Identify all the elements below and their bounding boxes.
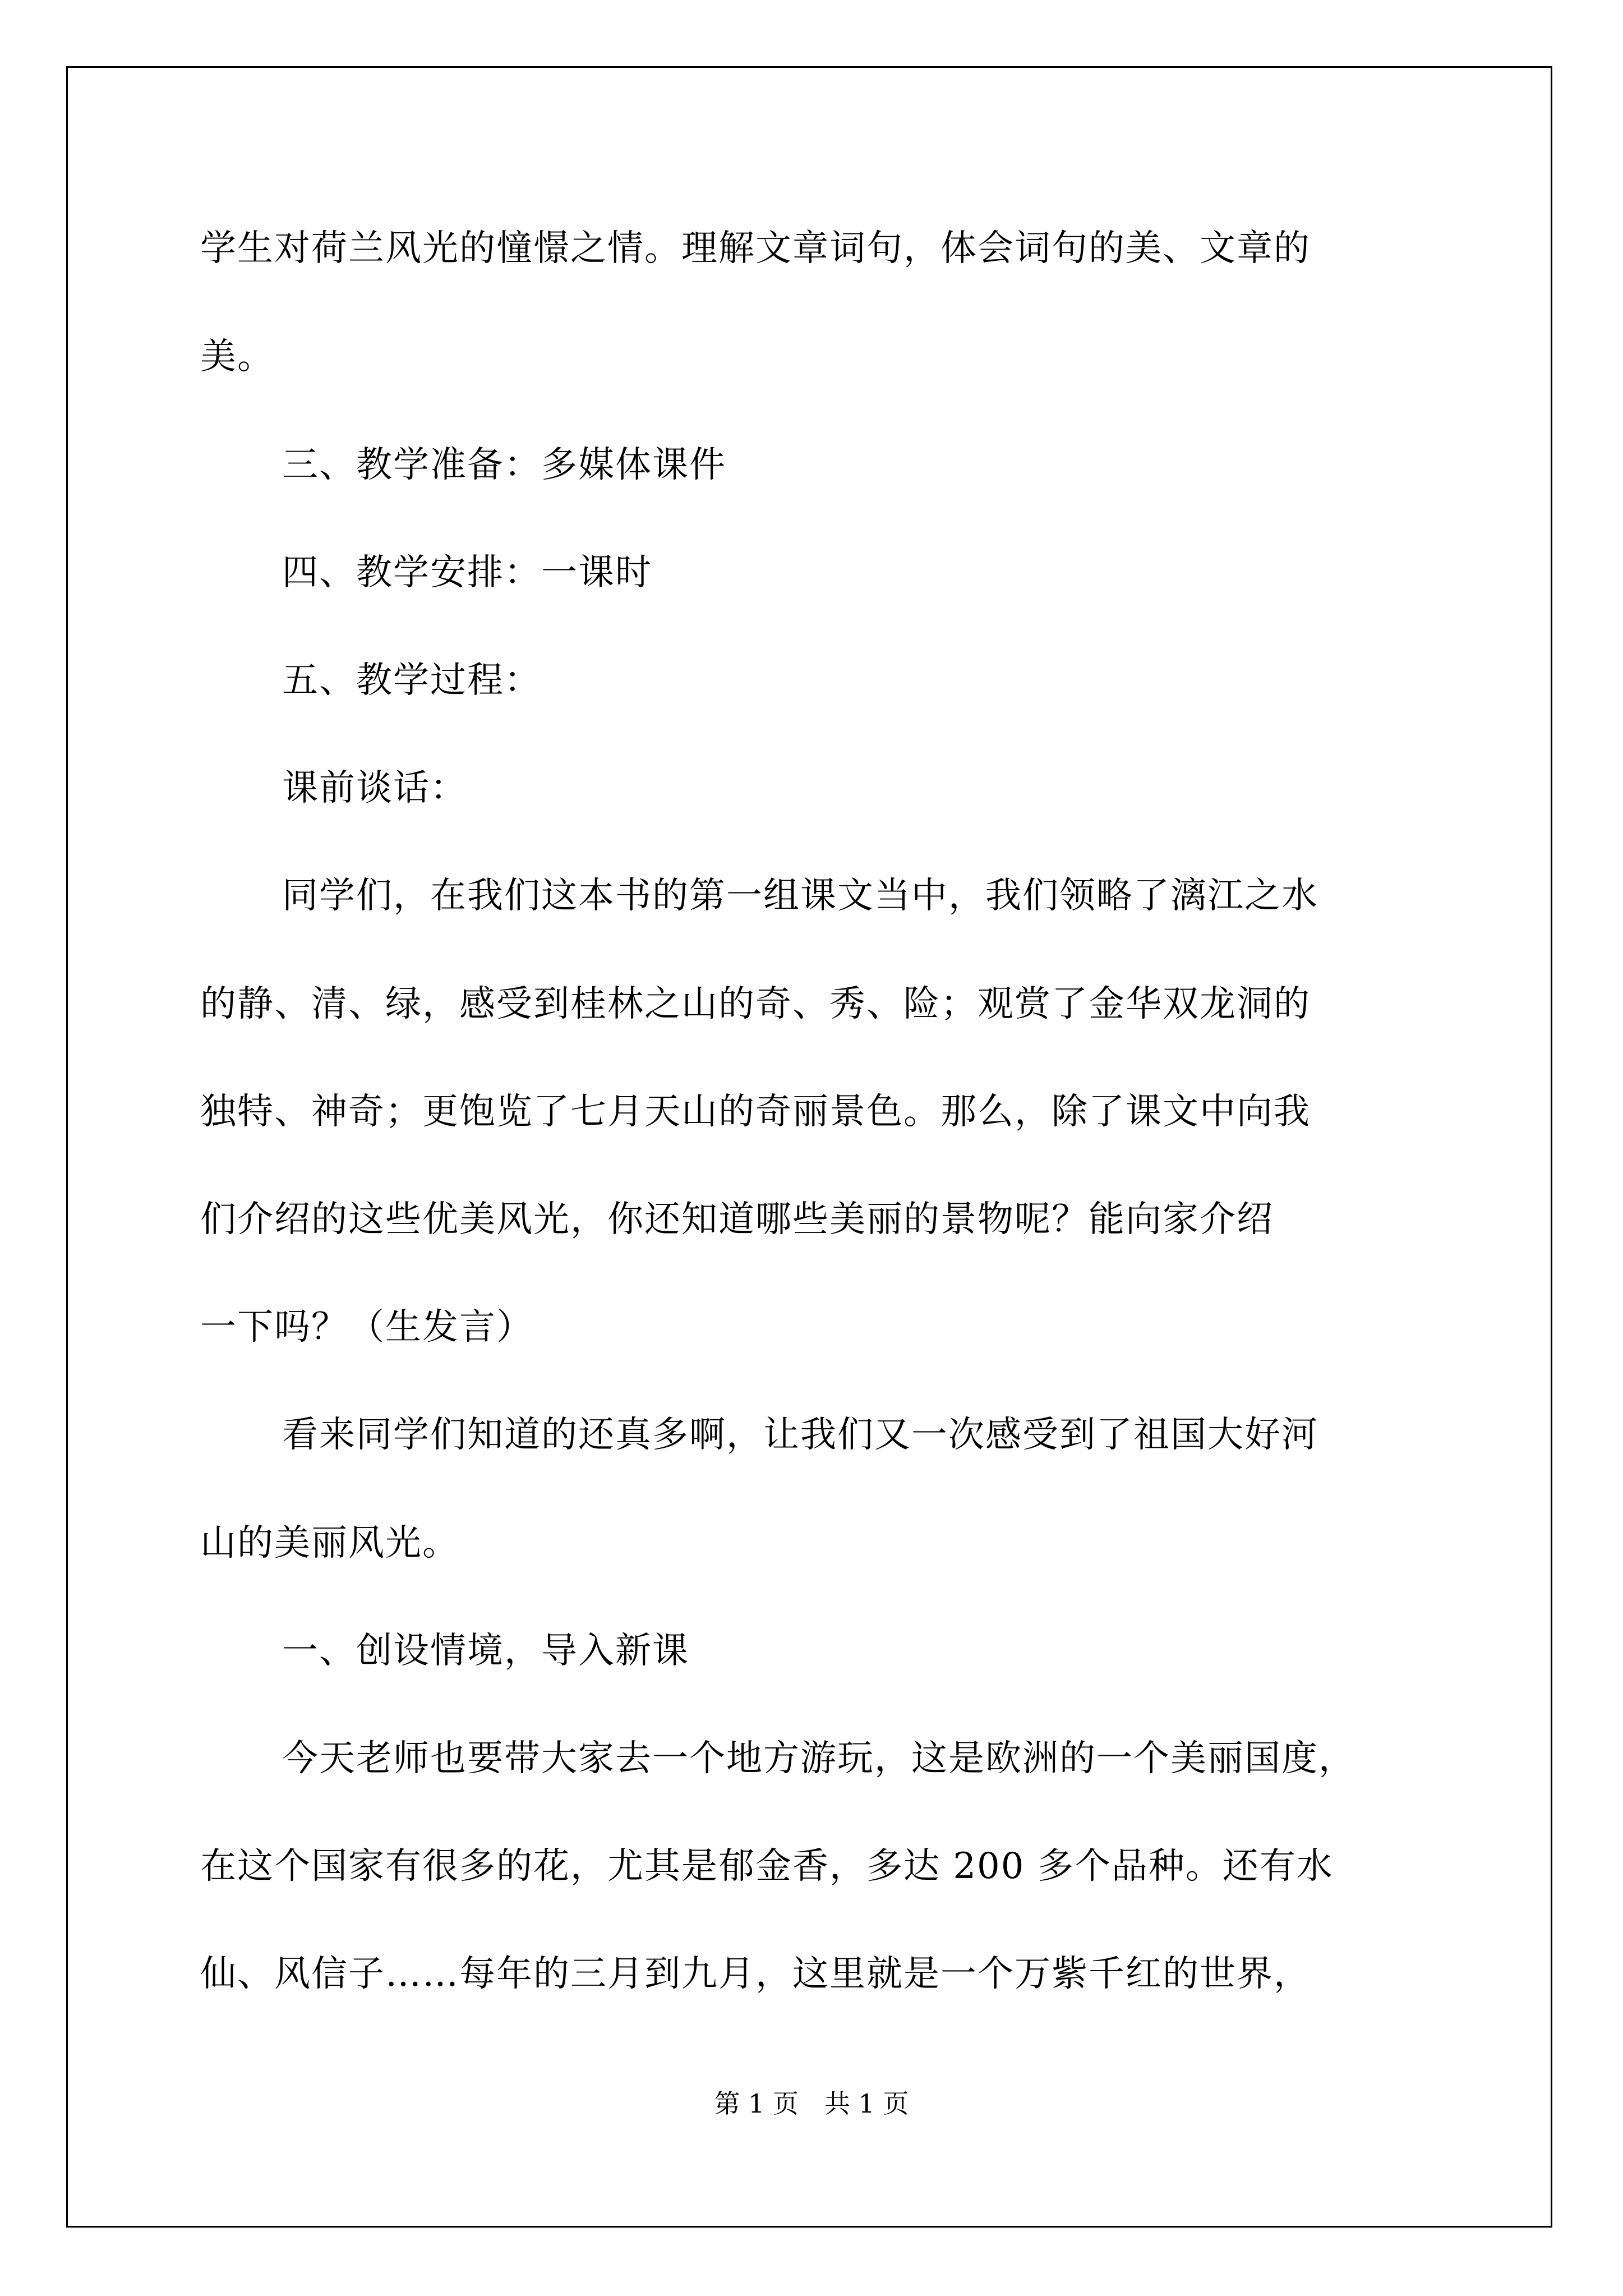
paragraph-line: 在这个国家有很多的花，尤其是郁金香，多达 200 多个品种。还有水: [200, 1846, 1334, 1887]
paragraph-line: 同学们，在我们这本书的第一组课文当中，我们领略了漓江之水: [282, 875, 1318, 917]
page-border: [66, 66, 1552, 2228]
paragraph-line: 今天老师也要带大家去一个地方游玩，这是欧洲的一个美丽国度，: [282, 1738, 1355, 1779]
page-number-footer: 第 1 页 共 1 页: [714, 2088, 909, 2119]
section-heading: 一、创设情境，导入新课: [282, 1630, 689, 1672]
section-heading: 三、教学准备：多媒体课件: [282, 444, 726, 486]
paragraph-line: 一下吗？（生发言）: [200, 1306, 533, 1348]
paragraph-line: 看来同学们知道的还真多啊，让我们又一次感受到了祖国大好河: [282, 1414, 1318, 1456]
subheading: 课前谈话：: [282, 767, 467, 809]
paragraph-line: 山的美丽风光。: [200, 1522, 459, 1564]
paragraph-line: 学生对荷兰风光的憧憬之情。理解文章词句，体会词句的美、文章的: [200, 228, 1311, 269]
paragraph-line: 独特、神奇；更饱览了七月天山的奇丽景色。那么，除了课文中向我: [200, 1091, 1311, 1133]
paragraph-line: 们介绍的这些优美风光，你还知道哪些美丽的景物呢？能向家介绍: [200, 1199, 1274, 1240]
section-heading: 四、教学安排：一课时: [282, 552, 652, 593]
section-heading: 五、教学过程：: [282, 660, 541, 701]
paragraph-line: 的静、清、绿，感受到桂林之山的奇、秀、险；观赏了金华双龙洞的: [200, 983, 1311, 1025]
paragraph-line: 仙、风信子……每年的三月到九月，这里就是一个万紫千红的世界，: [200, 1953, 1311, 1995]
paragraph-line: 美。: [200, 336, 274, 378]
